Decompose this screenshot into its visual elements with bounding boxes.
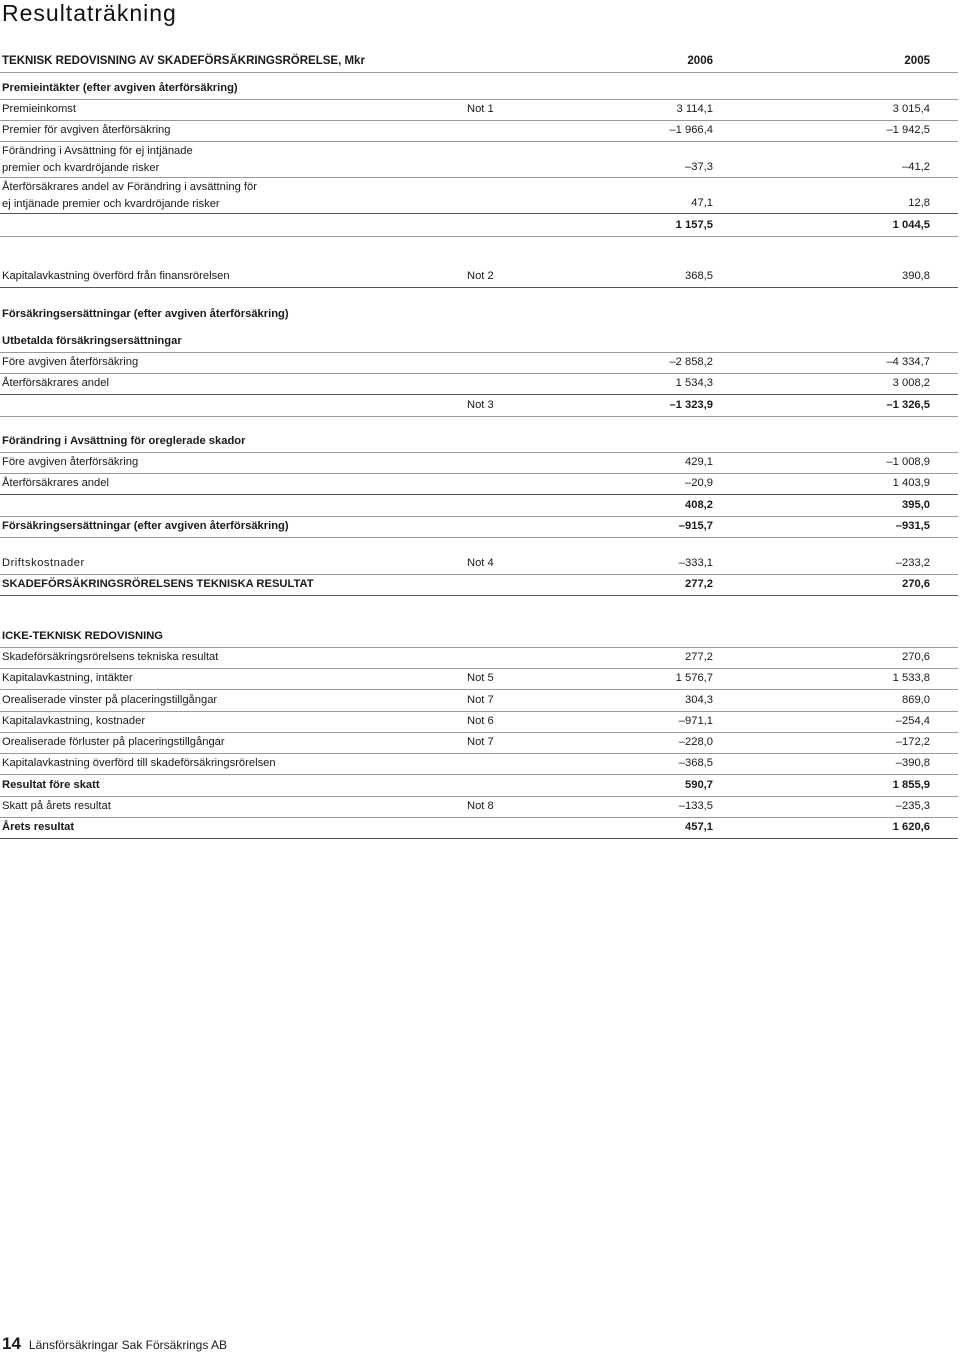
value-2006: 1 157,5 <box>675 219 713 231</box>
value-2006: 457,1 <box>685 821 713 833</box>
value-2006: 590,7 <box>685 779 713 791</box>
row-label: Före avgiven återförsäkring <box>2 456 139 468</box>
value-2006: –20,9 <box>685 477 713 489</box>
row-label: Före avgiven återförsäkring <box>2 356 139 368</box>
row-label: Förändring i Avsättning för ej intjänade premier och kvardröjande risker <box>2 145 193 174</box>
header-label: TEKNISK REDOVISNING AV SKADEFÖRSÄKRINGSRÖRELSE, Mkr <box>2 55 365 67</box>
table-row <box>0 753 958 775</box>
value-2005: –390,8 <box>895 757 930 769</box>
value-2005: 270,6 <box>902 651 930 663</box>
value-2006: –368,5 <box>678 757 713 769</box>
total-row <box>0 574 958 596</box>
header-year-2006: 2006 <box>687 55 713 67</box>
row-note: Not 8 <box>467 800 494 812</box>
row-label: Premieinkomst <box>2 103 76 115</box>
value-2005: 1 620,6 <box>892 821 930 833</box>
row-label: Återförsäkrares andel av Förändring i avsättning för ej intjänade premier och kvardröjande risker <box>2 181 257 210</box>
value-2006: 1 576,7 <box>675 672 713 684</box>
row-label: Förändring i Avsättning för oreglerade skador <box>2 435 246 447</box>
page-footer <box>2 1334 227 1354</box>
table-row <box>0 266 958 288</box>
value-2005: –1 326,5 <box>886 399 930 411</box>
row-note: Not 7 <box>467 694 494 706</box>
value-2005: –931,5 <box>895 520 930 532</box>
value-2006: 47,1 <box>691 197 713 209</box>
table-row <box>0 668 958 690</box>
row-note: Not 3 <box>467 399 494 411</box>
page-number: 14 <box>2 1334 21 1353</box>
value-2005: –4 334,7 <box>886 356 930 368</box>
section-heading-row <box>0 304 958 325</box>
table-row <box>0 120 958 142</box>
value-2005: –254,4 <box>895 715 930 727</box>
value-2006: 304,3 <box>685 694 713 706</box>
section-heading-row <box>0 431 958 453</box>
value-2006: –1 323,9 <box>669 399 713 411</box>
table-row <box>0 711 958 733</box>
row-label: Premieintäkter (efter avgiven återförsäkring) <box>2 82 238 94</box>
value-2005: 12,8 <box>908 197 930 209</box>
value-2006: 277,2 <box>685 651 713 663</box>
row-label: SKADEFÖRSÄKRINGSRÖRELSENS TEKNISKA RESULTAT <box>2 578 314 590</box>
row-label: Premier för avgiven återförsäkring <box>2 124 171 136</box>
table-row <box>0 352 958 374</box>
value-2006: 429,1 <box>685 456 713 468</box>
row-note: Not 6 <box>467 715 494 727</box>
section-heading-row <box>0 626 958 648</box>
table-row <box>0 99 958 121</box>
value-2005: 270,6 <box>902 578 930 590</box>
value-2006: –2 858,2 <box>669 356 713 368</box>
value-2005: –233,2 <box>895 557 930 569</box>
row-label: Kapitalavkastning, intäkter <box>2 672 133 684</box>
value-2006: –228,0 <box>678 736 713 748</box>
total-row <box>0 817 958 839</box>
value-2005: –235,3 <box>895 800 930 812</box>
row-note: Not 5 <box>467 672 494 684</box>
table-row <box>0 473 958 495</box>
table-row <box>0 732 958 754</box>
section-heading-row <box>0 331 958 353</box>
value-2005: 3 015,4 <box>892 103 930 115</box>
row-label: Skadeförsäkringsrörelsens tekniska resultat <box>2 651 219 663</box>
value-2005: –41,2 <box>902 161 930 173</box>
table-row <box>0 647 958 669</box>
header-year-2005: 2005 <box>904 55 930 67</box>
value-2005: 1 044,5 <box>892 219 930 231</box>
table-row <box>0 78 958 100</box>
table-row <box>0 373 958 395</box>
value-2005: –1 008,9 <box>886 456 930 468</box>
value-2005: 390,8 <box>902 270 930 282</box>
row-label: Försäkringsersättningar (efter avgiven återförsäkring) <box>2 308 289 320</box>
value-2006: –37,3 <box>685 161 713 173</box>
row-label: Återförsäkrares andel <box>2 377 109 389</box>
row-label: Skatt på årets resultat <box>2 800 111 812</box>
value-2006: –333,1 <box>678 557 713 569</box>
table-row <box>0 796 958 818</box>
row-label: Resultat före skatt <box>2 779 100 791</box>
total-row <box>0 516 958 538</box>
company-name: Länsförsäkringar Sak Försäkrings AB <box>28 1338 228 1352</box>
table-row <box>0 690 958 712</box>
value-2006: –915,7 <box>678 520 713 532</box>
row-note: Not 4 <box>467 557 494 569</box>
table-header-row <box>0 51 958 73</box>
value-2006: 1 534,3 <box>675 377 713 389</box>
value-2005: 869,0 <box>902 694 930 706</box>
value-2006: 3 114,1 <box>676 103 713 115</box>
row-label: Kapitalavkastning överförd från finansrörelsen <box>2 270 230 282</box>
value-2005: 395,0 <box>902 499 930 511</box>
subtotal-row <box>0 215 958 237</box>
value-2005: 1 533,8 <box>892 672 930 684</box>
subtotal-row <box>0 395 958 417</box>
value-2005: 3 008,2 <box>892 377 930 389</box>
row-label: Orealiserade förluster på placeringstillgångar <box>2 736 225 748</box>
value-2006: 368,5 <box>685 270 713 282</box>
row-label: Driftskostnader <box>2 557 85 569</box>
page-title: Resultaträkning <box>2 0 177 26</box>
row-label: Kapitalavkastning, kostnader <box>2 715 146 727</box>
table-row <box>0 178 958 214</box>
table-row <box>0 452 958 474</box>
row-label: Kapitalavkastning överförd till skadeförsäkringsrörelsen <box>2 757 276 769</box>
row-label: ICKE-TEKNISK REDOVISNING <box>2 630 163 642</box>
table-row <box>0 142 958 178</box>
row-note: Not 7 <box>467 736 494 748</box>
row-label: Årets resultat <box>2 821 75 833</box>
value-2006: –1 966,4 <box>669 124 713 136</box>
value-2005: 1 855,9 <box>892 779 930 791</box>
row-note: Not 1 <box>467 103 494 115</box>
value-2005: 1 403,9 <box>892 477 930 489</box>
row-label: Återförsäkrares andel <box>2 477 109 489</box>
value-2006: 277,2 <box>685 578 713 590</box>
table-row <box>0 553 958 575</box>
value-2006: –133,5 <box>678 800 713 812</box>
value-2006: –971,1 <box>678 715 713 727</box>
row-label: Utbetalda försäkringsersättningar <box>2 335 182 347</box>
subtotal-row <box>0 495 958 517</box>
value-2005: –172,2 <box>895 736 930 748</box>
row-label: Orealiserade vinster på placeringstillgångar <box>2 694 218 706</box>
value-2006: 408,2 <box>685 499 713 511</box>
total-row <box>0 775 958 797</box>
value-2005: –1 942,5 <box>886 124 930 136</box>
row-label: Försäkringsersättningar (efter avgiven återförsäkring) <box>2 520 289 532</box>
row-note: Not 2 <box>467 270 494 282</box>
